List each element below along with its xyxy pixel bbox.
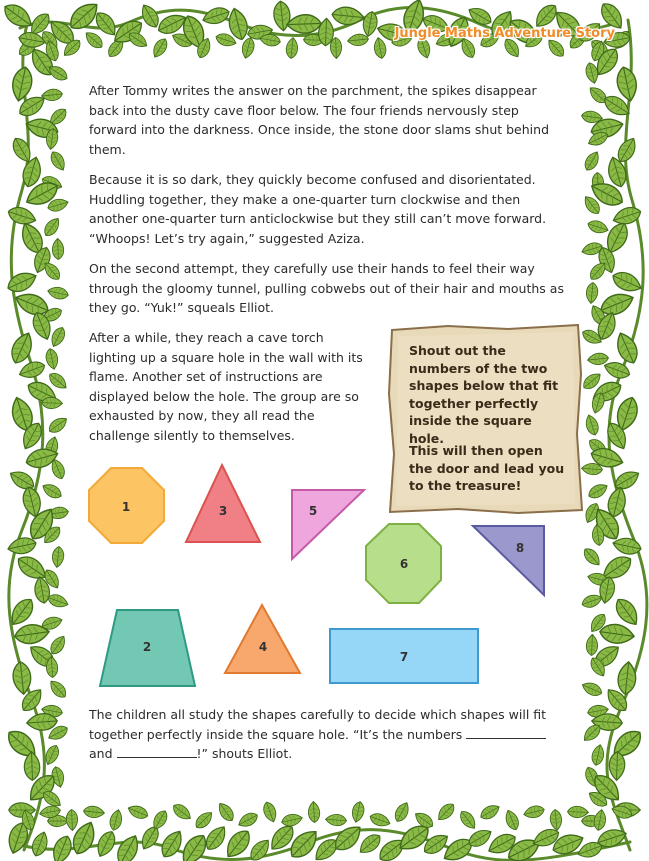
parchment-instruction: Shout out the numbers of the two shapes below that fit together perfectly inside the square hole.: [409, 343, 559, 446]
answer-blank-1[interactable]: [466, 726, 546, 739]
shape-3-label: 3: [218, 504, 228, 518]
parchment-reward: This will then open the door and lead you to the treasure!: [409, 443, 565, 493]
shape-2-label: 2: [142, 640, 152, 654]
shape-5-right-triangle: [292, 490, 364, 559]
p5-and-text: and: [89, 746, 113, 761]
story-title: Jungle Maths Adventure Story: [394, 26, 615, 41]
p5-start-text: The children all study the shapes carefully to decide which shapes will fit together perfectly inside the square hole. “It’s the numbers: [89, 707, 547, 742]
paragraph-4: After a while, they reach a cave torch lighting up a square hole in the wall with its flame. Another set of instructions are displayed below the hole. The group are so exhausted by now, they all read the challenge silently to themselves.: [89, 330, 363, 443]
paragraph-2: Because it is so dark, they quickly become confused and disorientated. Huddling together, they make a one-quarter turn clockwise and then another one-quarter turn anticlockwise but they still can’t move forward. “Whoops! Let’s try again,” suggested Aziza.: [89, 172, 547, 246]
shape-1-label: 1: [121, 500, 131, 514]
answer-blank-2[interactable]: [117, 745, 197, 758]
shape-6-octagon: [366, 524, 441, 603]
shape-7-rectangle: [330, 629, 478, 683]
shape-4-label: 4: [258, 640, 268, 654]
paragraph-5: [89, 705, 567, 764]
shape-7-label: 7: [399, 650, 409, 664]
shape-6-label: 6: [399, 557, 409, 571]
p5-end-text: !” shouts Elliot.: [196, 746, 293, 761]
shape-3-triangle: [186, 465, 260, 542]
shape-1-octagon: [89, 468, 164, 543]
shape-5-label: 5: [308, 504, 318, 518]
paragraph-1: After Tommy writes the answer on the parchment, the spikes disappear back into the dusty cave floor below. The four friends nervously step forward into the darkness. Once inside, the stone door slams shut behind them.: [89, 83, 550, 157]
shape-4-triangle: [225, 605, 300, 673]
shape-8-label: 8: [515, 541, 525, 555]
paragraph-3: On the second attempt, they carefully use their hands to feel their way through the gloomy tunnel, pulling cobwebs out of their hair and mouths as they go. “Yuk!” squeals Elliot.: [89, 261, 564, 315]
shape-8-right-triangle: [473, 526, 544, 595]
shape-2-trapezium: [100, 610, 195, 686]
